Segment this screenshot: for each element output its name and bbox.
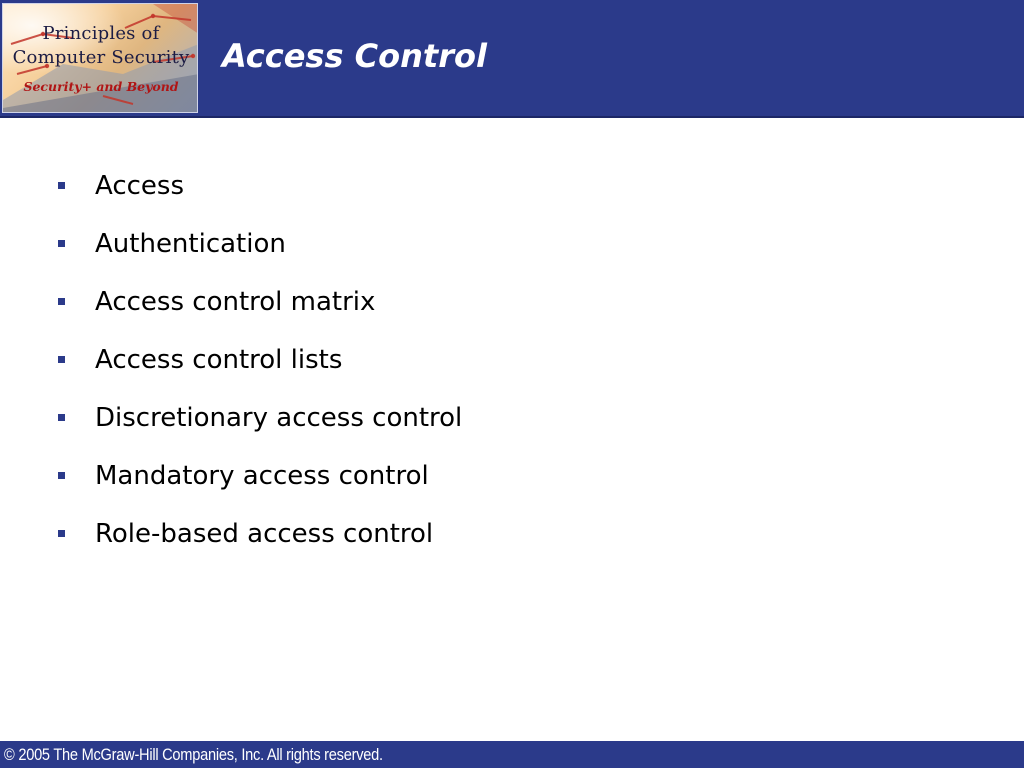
list-item (58, 225, 462, 283)
list-item (58, 457, 462, 515)
slide-title: Access Control (222, 37, 487, 75)
list-item (58, 515, 462, 573)
list-item (58, 341, 462, 399)
book-cover-logo (2, 3, 198, 113)
header-divider (0, 116, 1024, 118)
bullet-text: Discretionary access control (95, 403, 463, 433)
bullet-list (58, 167, 462, 573)
logo-subtitle: Security+ and Beyond (23, 79, 179, 94)
square-bullet-icon (58, 472, 65, 479)
square-bullet-icon (58, 298, 65, 305)
list-item (58, 167, 462, 225)
list-item (58, 283, 462, 341)
list-item (58, 399, 462, 457)
bullet-text: Authentication (95, 229, 286, 259)
copyright-notice: © 2005 The McGraw-Hill Companies, Inc. All rights reserved. (4, 745, 383, 764)
header-bar (0, 0, 1024, 116)
logo-line-1: Principles of (42, 23, 160, 44)
square-bullet-icon (58, 530, 65, 537)
bullet-text: Access (95, 171, 185, 201)
bullet-text: Access control matrix (95, 287, 376, 317)
bullet-text: Access control lists (95, 345, 343, 375)
square-bullet-icon (58, 414, 65, 421)
bullet-text: Role-based access control (95, 519, 434, 549)
logo-line-2: Computer Security (12, 47, 190, 68)
square-bullet-icon (58, 356, 65, 363)
bullet-text: Mandatory access control (95, 461, 429, 491)
square-bullet-icon (58, 182, 65, 189)
footer-bar (0, 741, 1024, 768)
square-bullet-icon (58, 240, 65, 247)
